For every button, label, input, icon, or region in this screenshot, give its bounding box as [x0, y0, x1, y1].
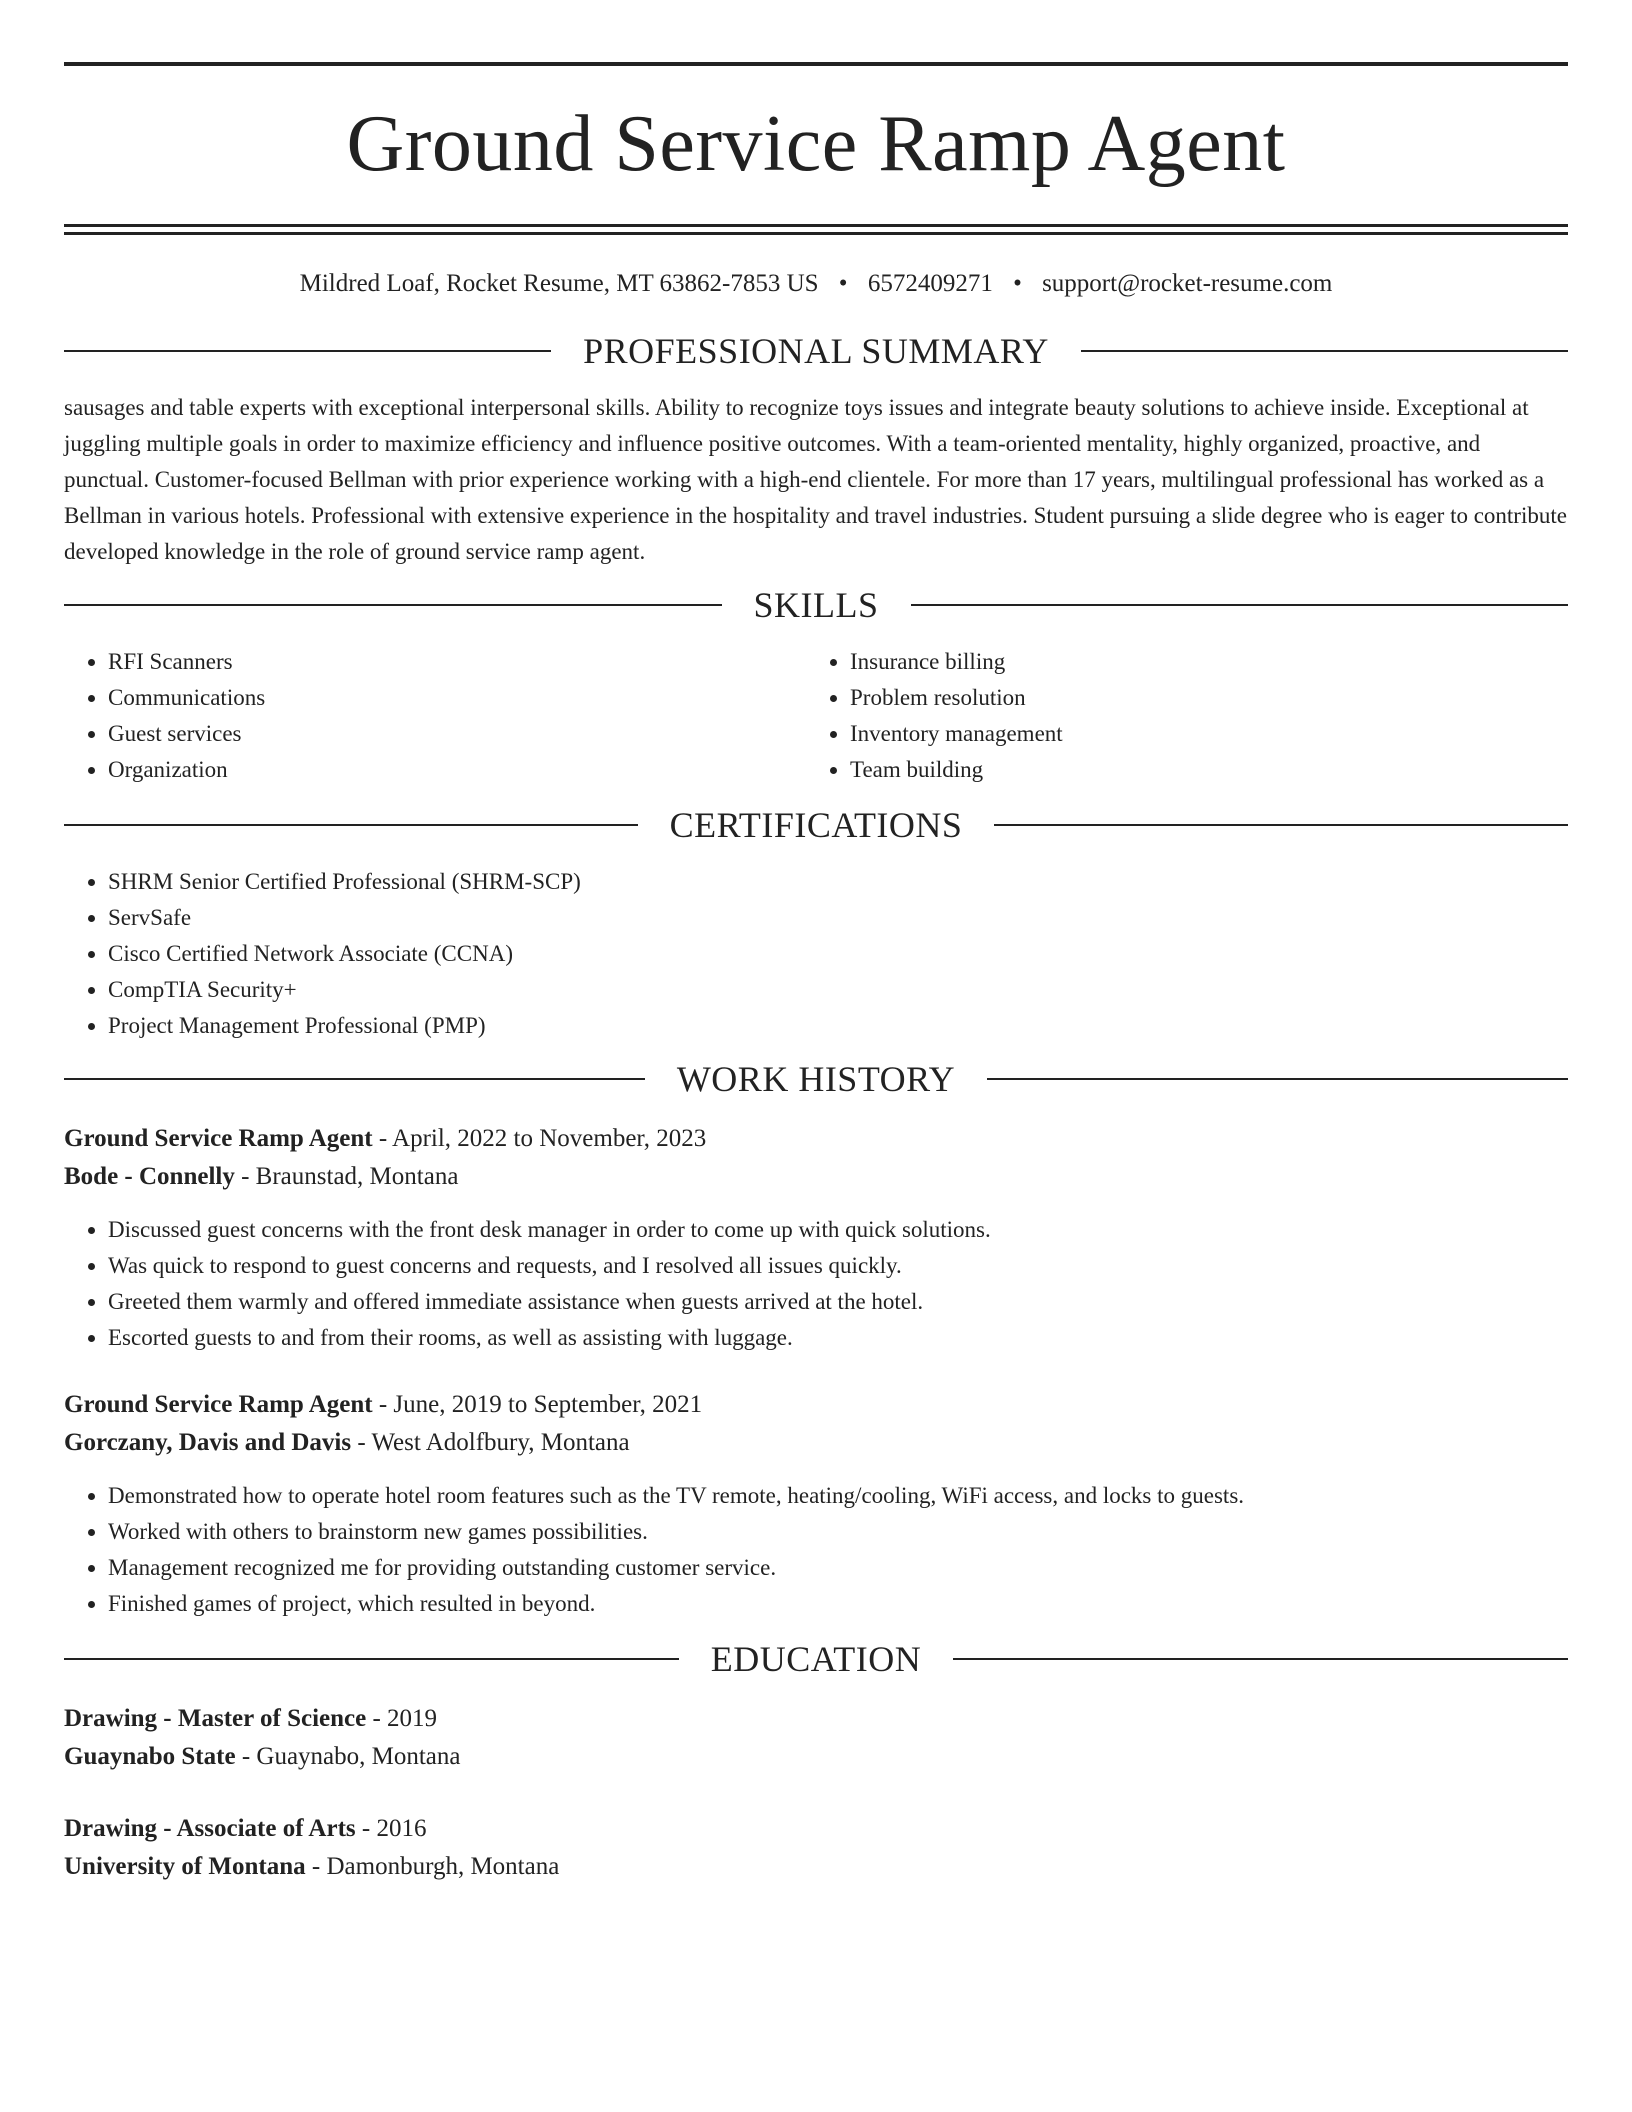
- degree-line: [64, 1700, 1568, 1738]
- education-entry: [64, 1810, 1568, 1886]
- school-name: University of Montana: [64, 1853, 306, 1880]
- job-entry: [64, 1120, 1568, 1356]
- skill-item: • Insurance billing: [850, 644, 1548, 680]
- job-location: - West Adolfbury, Montana: [351, 1429, 630, 1456]
- top-rule: [64, 62, 1568, 66]
- divider-line: [64, 1658, 679, 1660]
- job-title: Ground Service Ramp Agent: [64, 1391, 373, 1418]
- contact-phone: 6572409271: [867, 270, 993, 297]
- skill-item: • Team building: [850, 752, 1548, 788]
- job-title-line: [64, 1386, 1568, 1424]
- job-company: Gorczany, Davis and Davis: [64, 1429, 352, 1456]
- job-entry: [64, 1386, 1568, 1622]
- degree-line: [64, 1810, 1568, 1848]
- job-title-line: [64, 1120, 1568, 1158]
- duty-item: • Worked with others to brainstorm new games possibilities.: [108, 1514, 1568, 1550]
- job-dates: - April, 2022 to November, 2023: [372, 1125, 707, 1152]
- candidate-name: Ground Service Ramp Agent: [346, 100, 1286, 188]
- skills-column-left: [64, 644, 806, 788]
- skills-column-right: [806, 644, 1548, 788]
- skill-item: • Inventory management: [850, 716, 1548, 752]
- duty-item: • Management recognized me for providing outstanding customer service.: [108, 1550, 1568, 1586]
- degree-year: - 2016: [355, 1815, 427, 1842]
- school-location: - Guaynabo, Montana: [235, 1743, 461, 1770]
- divider-line: [911, 604, 1569, 606]
- contact-separator: •: [1013, 270, 1022, 297]
- job-dates: - June, 2019 to September, 2021: [372, 1391, 703, 1418]
- degree-name: Drawing - Master of Science: [64, 1705, 367, 1732]
- divider-line: [64, 604, 722, 606]
- contact-email: support@rocket-resume.com: [1042, 270, 1333, 297]
- section-title: EDUCATION: [710, 1639, 922, 1679]
- skill-item: • Organization: [108, 752, 806, 788]
- divider-line: [1081, 350, 1568, 352]
- school-line: [64, 1848, 1568, 1886]
- duty-item: • Discussed guest concerns with the front desk manager in order to come up with quick solutions.: [108, 1212, 1568, 1248]
- divider-line: [994, 824, 1568, 826]
- certification-item: • Cisco Certified Network Associate (CCNA): [108, 936, 1568, 972]
- certification-item: • ServSafe: [108, 900, 1568, 936]
- school-name: Guaynabo State: [64, 1743, 236, 1770]
- job-location: - Braunstad, Montana: [234, 1163, 459, 1190]
- divider-line: [953, 1658, 1568, 1660]
- contact-address: Mildred Loaf, Rocket Resume, MT 63862-7853 US: [299, 270, 819, 297]
- school-location: - Damonburgh, Montana: [305, 1853, 560, 1880]
- job-duties: [64, 1212, 1568, 1356]
- section-title: SKILLS: [753, 585, 879, 625]
- work-section-header: [64, 1058, 1568, 1100]
- duty-item: • Demonstrated how to operate hotel room features such as the TV remote, heating/cooling, WiFi access, and locks to guests.: [108, 1478, 1568, 1514]
- duty-item: • Was quick to respond to guest concerns and requests, and I resolved all issues quickly.: [108, 1248, 1568, 1284]
- certification-item: • SHRM Senior Certified Professional (SHRM-SCP): [108, 864, 1568, 900]
- section-title: CERTIFICATIONS: [669, 805, 963, 845]
- skill-item: • Guest services: [108, 716, 806, 752]
- duty-item: • Finished games of project, which resulted in beyond.: [108, 1586, 1568, 1622]
- divider-line: [64, 824, 638, 826]
- certification-item: • CompTIA Security+: [108, 972, 1568, 1008]
- skills-list: [64, 644, 1568, 788]
- job-company-line: [64, 1158, 1568, 1196]
- double-rule: [64, 224, 1568, 235]
- duty-item: • Escorted guests to and from their rooms, as well as assisting with luggage.: [108, 1320, 1568, 1356]
- job-company-line: [64, 1424, 1568, 1462]
- contact-line: [64, 268, 1568, 300]
- certification-item: • Project Management Professional (PMP): [108, 1008, 1568, 1044]
- skill-item: • Communications: [108, 680, 806, 716]
- divider-line: [987, 1078, 1568, 1080]
- skill-item: • RFI Scanners: [108, 644, 806, 680]
- divider-line: [64, 350, 551, 352]
- degree-name: Drawing - Associate of Arts: [64, 1815, 356, 1842]
- degree-year: - 2019: [366, 1705, 438, 1732]
- job-company: Bode - Connelly: [64, 1163, 235, 1190]
- certifications-list: [64, 864, 1568, 1044]
- contact-separator: •: [838, 270, 848, 297]
- certifications-section-header: [64, 804, 1568, 846]
- section-title: WORK HISTORY: [676, 1059, 956, 1099]
- duty-item: • Greeted them warmly and offered immediate assistance when guests arrived at the hotel.: [108, 1284, 1568, 1320]
- summary-text: sausages and table experts with exceptional interpersonal skills. Ability to recognize toys issues and integrate beauty solutions to achieve inside. Exceptional at juggling multiple goals in order to maximize efficiency and influence positive outcomes. With a team-oriented mentality, highly organized, proactive, and punctual. Customer-focused Bellman with prior experience working with a high-end clientele. For more than 17 years, multilingual professional has worked as a Bellman in various hotels. Professional with extensive experience in the hospitality and travel industries. Student pursuing a slide degree who is eager to contribute developed knowledge in the role of ground service ramp agent.: [64, 395, 1567, 564]
- education-section-header: [64, 1638, 1568, 1680]
- school-line: [64, 1738, 1568, 1776]
- skills-section-header: [64, 584, 1568, 626]
- education-entry: [64, 1700, 1568, 1776]
- summary-section-header: [64, 330, 1568, 372]
- job-duties: [64, 1478, 1568, 1622]
- skill-item: • Problem resolution: [850, 680, 1548, 716]
- section-title: PROFESSIONAL SUMMARY: [583, 331, 1049, 371]
- job-title: Ground Service Ramp Agent: [64, 1125, 373, 1152]
- divider-line: [64, 1078, 645, 1080]
